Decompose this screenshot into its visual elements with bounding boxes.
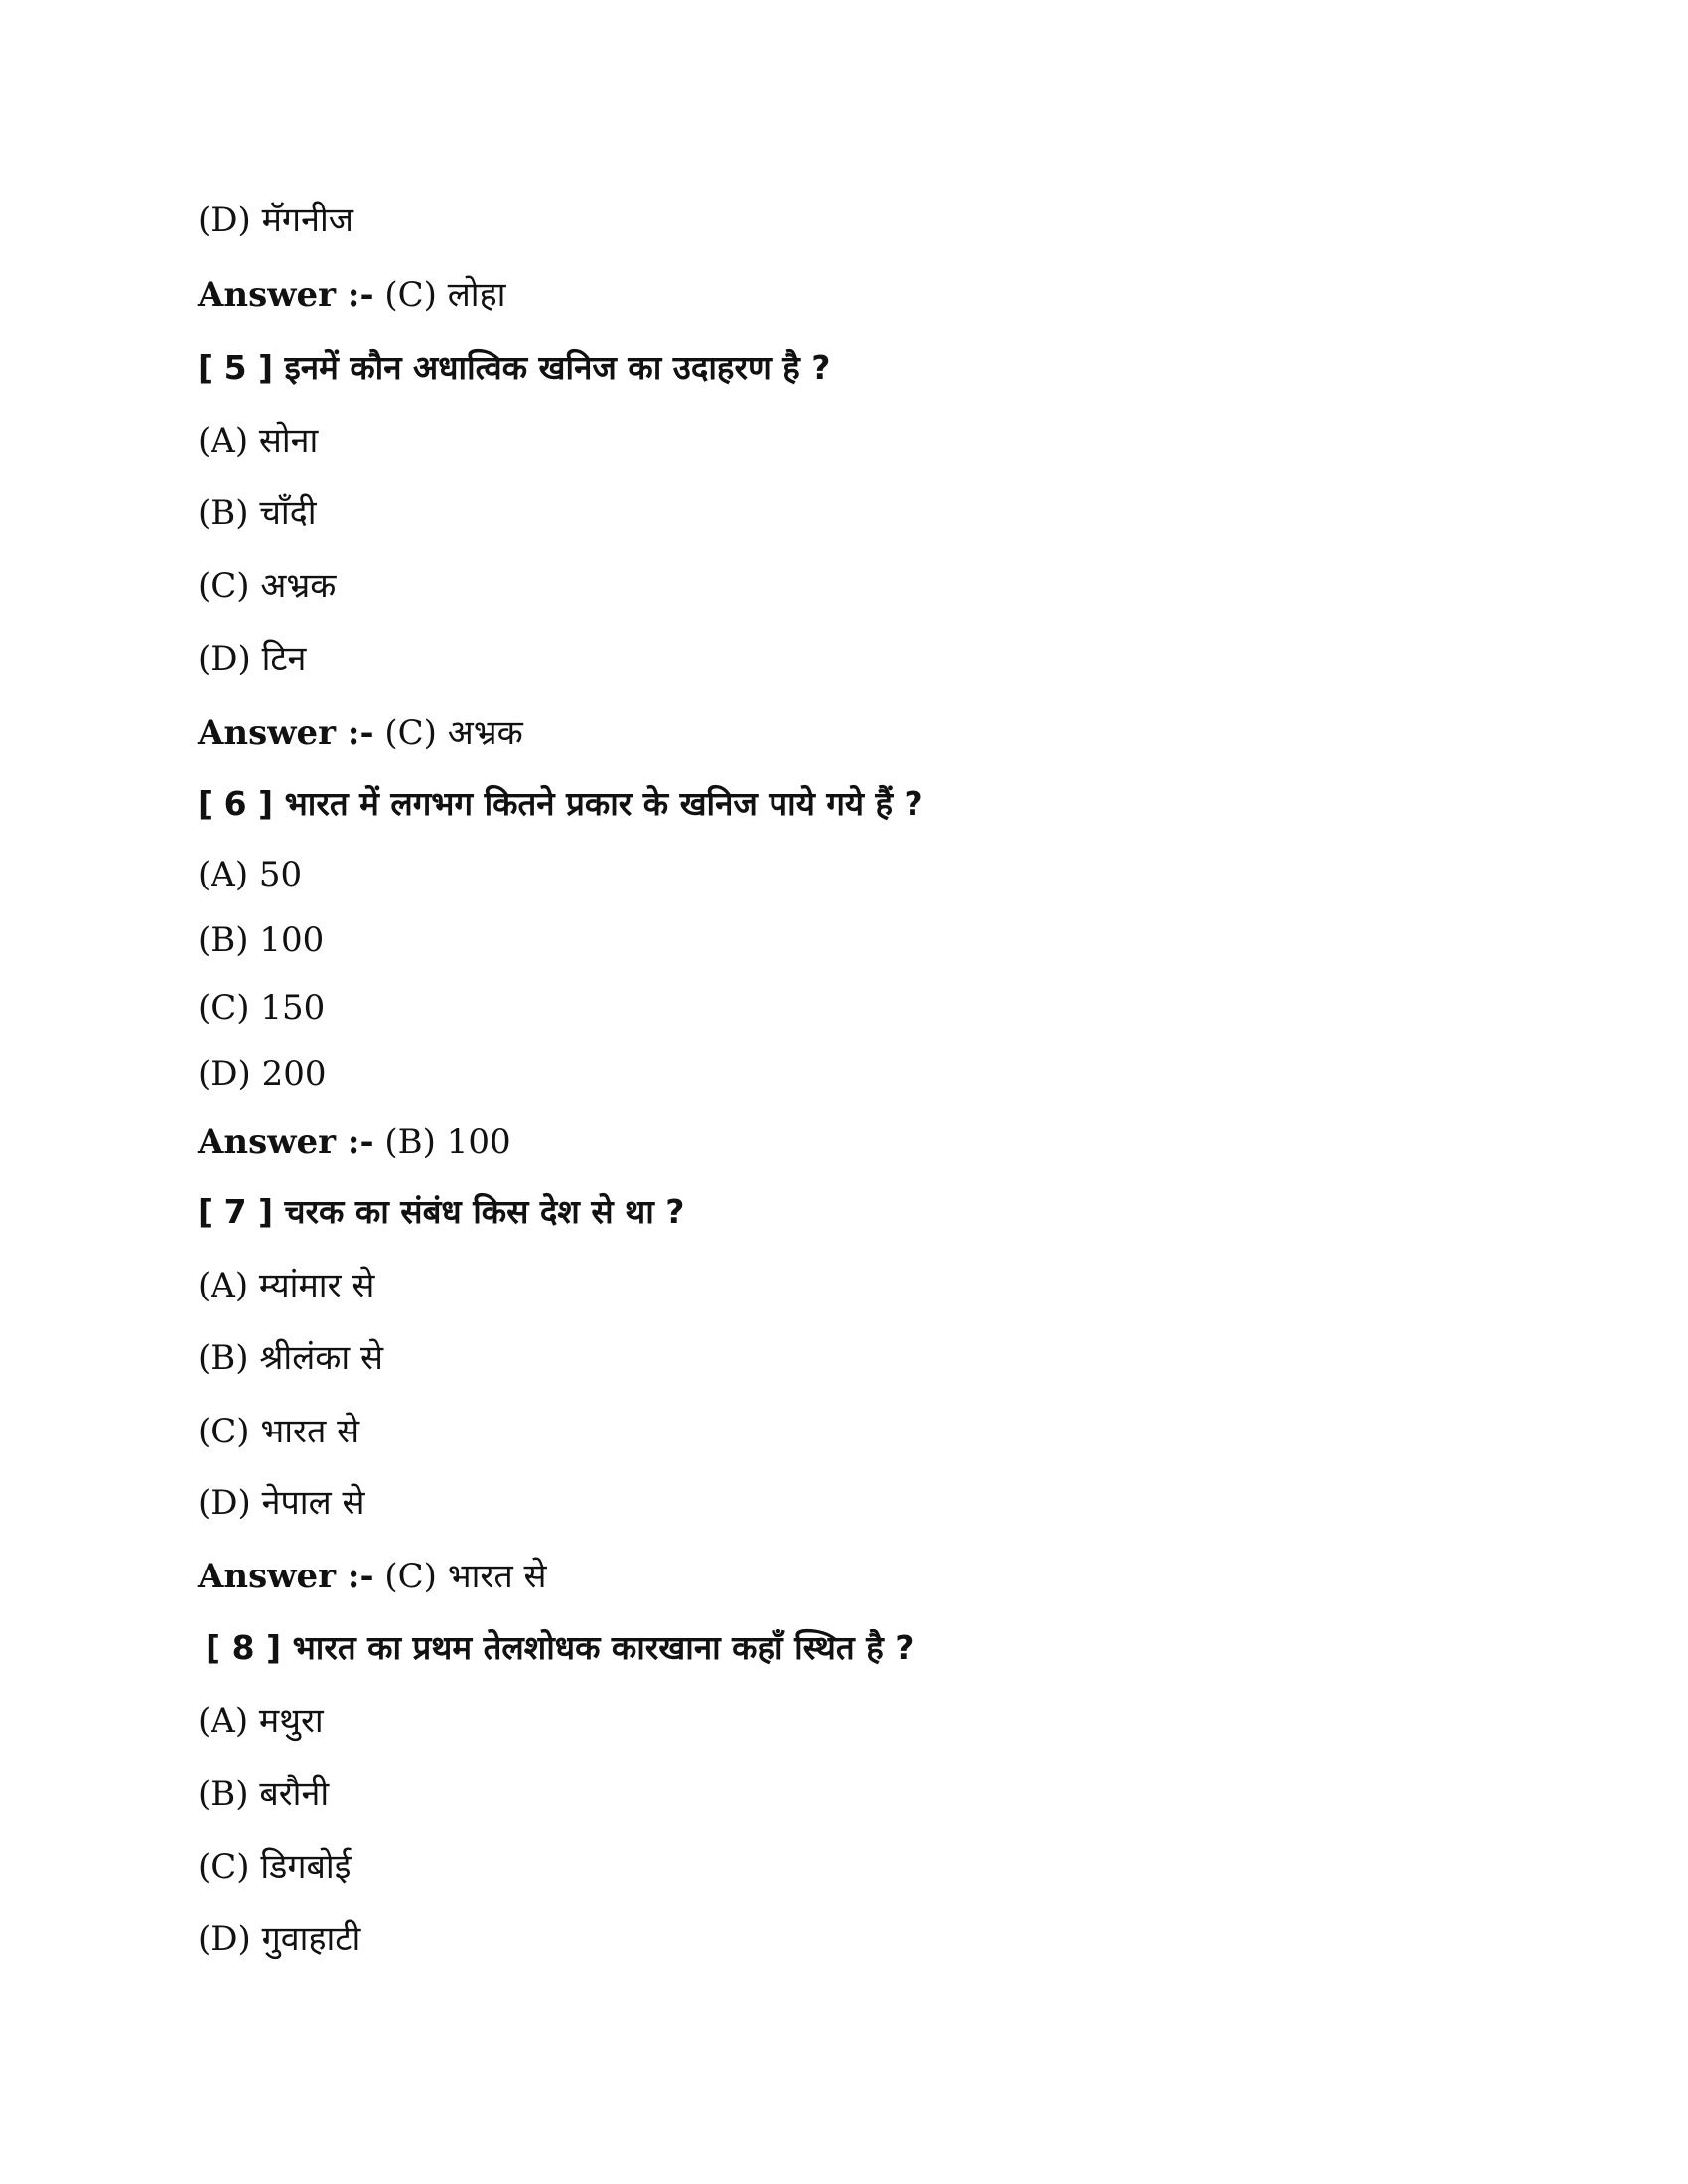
answer-value: (C) भारत से <box>384 1557 547 1596</box>
answer-line <box>198 1555 547 1598</box>
answer-line <box>198 1120 511 1163</box>
answer-value: (C) अभ्रक <box>384 713 523 752</box>
answer-line <box>198 273 505 317</box>
answer-line <box>198 711 523 754</box>
question-8: [ 8 ] भारत का प्रथम तेलशोधक कारखाना कहाँ स्थित है ? <box>206 1628 914 1667</box>
option-c: (C) डिगबोई <box>198 1847 352 1887</box>
answer-value: (B) 100 <box>384 1122 511 1161</box>
option-c: (C) 150 <box>198 988 326 1027</box>
option-a: (A) म्यांमार से <box>198 1266 375 1305</box>
option-b: (B) 100 <box>198 920 325 960</box>
question-6: [ 6 ] भारत में लगभग कितने प्रकार के खनिज पाये गये हैं ? <box>198 784 923 823</box>
option-d: (D) टिन <box>198 639 307 679</box>
option-d: (D) मॅगनीज <box>198 201 353 240</box>
option-a: (A) सोना <box>198 421 319 461</box>
option-d: (D) नेपाल से <box>198 1483 365 1523</box>
question-5: [ 5 ] इनमें कौन अधात्विक खनिज का उदाहरण है ? <box>198 348 831 387</box>
answer-label: Answer :- <box>198 275 374 315</box>
answer-value: (C) लोहा <box>384 275 506 315</box>
answer-label: Answer :- <box>198 713 374 752</box>
answer-label: Answer :- <box>198 1557 374 1596</box>
option-a: (A) 50 <box>198 855 303 894</box>
option-c: (C) भारत से <box>198 1412 360 1451</box>
option-b: (B) बरौनी <box>198 1774 330 1814</box>
option-a: (A) मथुरा <box>198 1702 324 1741</box>
question-7: [ 7 ] चरक का संबंध किस देश से था ? <box>198 1192 685 1231</box>
option-c: (C) अभ्रक <box>198 566 337 606</box>
option-b: (B) चाँदी <box>198 493 317 533</box>
option-d: (D) 200 <box>198 1054 327 1094</box>
answer-label: Answer :- <box>198 1122 374 1161</box>
option-b: (B) श्रीलंका से <box>198 1338 383 1378</box>
option-d: (D) गुवाहाटी <box>198 1919 361 1959</box>
